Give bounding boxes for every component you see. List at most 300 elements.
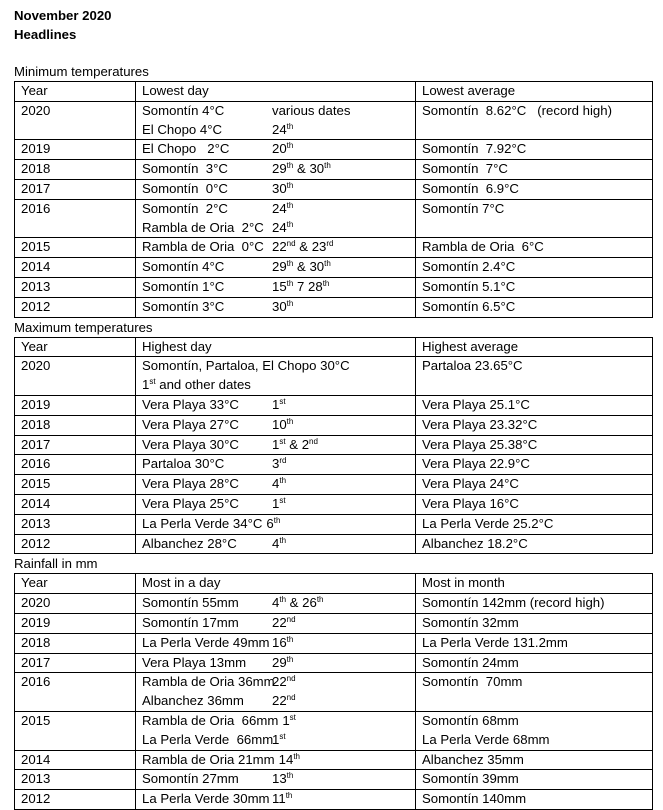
day-location: Vera Playa 28°C xyxy=(142,476,239,492)
year-cell xyxy=(15,673,136,712)
date-number: 20 xyxy=(272,141,287,157)
day-date xyxy=(272,673,296,692)
day-cell xyxy=(136,415,416,435)
day-location: Rambla de Oria 2°C xyxy=(142,219,264,235)
average-value: Albanchez 35mm xyxy=(422,751,524,767)
average-cell xyxy=(416,455,653,475)
average-value: La Perla Verde 131.2mm xyxy=(422,634,568,650)
column-header: Year xyxy=(15,82,136,102)
day-cell xyxy=(136,633,416,653)
table-row xyxy=(15,750,653,770)
date-extra: & 30 xyxy=(293,161,325,177)
day-date xyxy=(272,278,329,297)
date-number: 24 xyxy=(272,121,287,137)
column-header: Most in month xyxy=(416,574,653,594)
year-cell xyxy=(15,514,136,534)
day-date xyxy=(279,751,300,770)
day-location: Somontín, Partaloa, El Chopo 30°C xyxy=(142,358,350,374)
day-location: Rambla de Oria 21mm xyxy=(142,751,275,767)
day-location: El Chopo 2°C xyxy=(142,141,230,157)
date-suffix: th xyxy=(286,771,294,781)
table-row xyxy=(15,140,653,160)
average-value: La Perla Verde 68mm xyxy=(422,731,550,747)
average-value: Somontín 32mm xyxy=(422,614,519,630)
average-cell xyxy=(416,653,653,673)
date-number: 16 xyxy=(272,634,287,650)
date-suffix: st xyxy=(279,436,286,446)
year-cell xyxy=(15,435,136,455)
date-extra-suffix: nd xyxy=(309,436,318,446)
day-cell xyxy=(136,101,416,140)
date-suffix: th xyxy=(273,515,281,525)
table-row xyxy=(15,395,653,415)
date-suffix: th xyxy=(286,161,294,171)
date-suffix: nd xyxy=(286,674,296,684)
date-number: 24 xyxy=(272,219,287,235)
year-value: 2013 xyxy=(21,771,51,787)
average-cell xyxy=(416,514,653,534)
day-location: Somontín 0°C xyxy=(142,180,228,196)
day-location: Rambla de Oria 36mm xyxy=(142,674,275,690)
column-header: Lowest day xyxy=(136,82,416,102)
day-line xyxy=(142,121,415,140)
day-line xyxy=(142,790,415,809)
average-cell xyxy=(416,494,653,514)
date-number: 13 xyxy=(272,771,287,787)
date-number: 29 xyxy=(272,259,287,275)
day-line xyxy=(142,654,415,673)
date-suffix: nd xyxy=(286,614,296,624)
average-value: Vera Playa 23.32°C xyxy=(422,416,538,432)
table-row xyxy=(15,455,653,475)
day-location: Albanchez 28°C xyxy=(142,535,237,551)
date-suffix: th xyxy=(279,595,287,605)
date-number: 10 xyxy=(272,416,287,432)
day-date xyxy=(272,258,331,277)
spacer xyxy=(14,44,654,62)
date-suffix: th xyxy=(286,180,294,190)
table-row xyxy=(15,633,653,653)
day-date xyxy=(272,298,293,317)
table-row xyxy=(15,770,653,790)
date-number: 1 xyxy=(272,396,280,412)
day-cell xyxy=(136,475,416,495)
date-number: 24 xyxy=(272,200,287,216)
date-suffix: th xyxy=(293,751,300,761)
day-line xyxy=(142,298,415,317)
average-cell xyxy=(416,594,653,614)
date-number: various dates xyxy=(272,102,351,118)
year-value: 2015 xyxy=(21,712,51,728)
day-line xyxy=(142,436,415,455)
day-date xyxy=(272,416,293,435)
day-cell xyxy=(136,160,416,180)
year-value: 2020 xyxy=(21,595,51,611)
year-cell xyxy=(15,277,136,297)
year-cell xyxy=(15,140,136,160)
year-value: 2014 xyxy=(21,751,51,767)
day-line xyxy=(142,535,415,554)
date-suffix: th xyxy=(279,535,287,545)
day-cell xyxy=(136,199,416,238)
day-cell xyxy=(136,455,416,475)
day-cell xyxy=(136,711,416,750)
average-value: Somontín 6.5°C xyxy=(422,298,516,314)
year-value: 2020 xyxy=(21,358,51,374)
day-location: Somontín 3°C xyxy=(142,161,228,177)
day-cell xyxy=(136,514,416,534)
day-date xyxy=(272,535,286,554)
day-location: La Perla Verde 66mm xyxy=(142,731,274,747)
document-page xyxy=(14,6,654,810)
average-value: Somontín 7°C xyxy=(422,161,508,177)
day-cell xyxy=(136,673,416,712)
day-location: Partaloa 30°C xyxy=(142,456,225,472)
day-cell xyxy=(136,395,416,415)
day-location: Vera Playa 27°C xyxy=(142,416,239,432)
day-date xyxy=(142,376,251,395)
average-cell xyxy=(416,258,653,278)
average-cell xyxy=(416,357,653,396)
date-extra: & 30 xyxy=(293,259,325,275)
date-number: 30 xyxy=(272,180,287,196)
year-cell xyxy=(15,160,136,180)
day-date xyxy=(272,160,331,179)
average-value: Vera Playa 24°C xyxy=(422,476,519,492)
year-value: 2012 xyxy=(21,791,51,807)
rainfall-table xyxy=(14,573,653,810)
date-suffix: th xyxy=(286,416,294,426)
year-value: 2015 xyxy=(21,476,51,492)
table-row xyxy=(15,653,653,673)
day-location: Vera Playa 13mm xyxy=(142,654,247,670)
table-row xyxy=(15,415,653,435)
date-number: 22 xyxy=(272,674,287,690)
date-suffix: rd xyxy=(279,456,287,466)
year-value: 2012 xyxy=(21,298,51,314)
average-value: Vera Playa 25.38°C xyxy=(422,436,538,452)
day-date xyxy=(272,200,293,219)
date-suffix: th xyxy=(286,298,294,308)
average-cell xyxy=(416,199,653,238)
day-line xyxy=(142,692,415,711)
day-cell xyxy=(136,277,416,297)
average-value: Somontín 70mm xyxy=(422,674,523,690)
day-date xyxy=(282,712,296,731)
table-row xyxy=(15,277,653,297)
date-number: 1 xyxy=(272,436,280,452)
year-value: 2018 xyxy=(21,161,51,177)
average-cell xyxy=(416,475,653,495)
table-row xyxy=(15,790,653,810)
average-value: Vera Playa 16°C xyxy=(422,495,519,511)
average-value: Somontín 7°C xyxy=(422,200,505,216)
year-cell xyxy=(15,455,136,475)
year-value: 2015 xyxy=(21,239,51,255)
day-line xyxy=(142,376,415,395)
date-number: 29 xyxy=(272,161,287,177)
day-line xyxy=(142,770,415,789)
average-cell xyxy=(416,297,653,317)
table-row xyxy=(15,514,653,534)
average-value: Somontín 68mm xyxy=(422,712,519,728)
date-suffix: th xyxy=(286,141,294,151)
document-subtitle: Headlines xyxy=(14,27,77,42)
day-line xyxy=(142,200,415,219)
column-header: Lowest average xyxy=(416,82,653,102)
day-cell xyxy=(136,258,416,278)
date-number: 30 xyxy=(272,298,287,314)
year-cell xyxy=(15,199,136,238)
average-cell xyxy=(416,770,653,790)
date-suffix: th xyxy=(286,634,294,644)
day-cell xyxy=(136,790,416,810)
minimum-temperatures-table xyxy=(14,81,653,318)
day-line xyxy=(142,614,415,633)
day-date xyxy=(272,654,293,673)
year-value: 2019 xyxy=(21,614,51,630)
table-row xyxy=(15,475,653,495)
year-value: 2020 xyxy=(21,102,51,118)
date-extra-suffix: th xyxy=(324,161,331,171)
day-date xyxy=(272,121,293,140)
day-cell xyxy=(136,357,416,396)
day-date xyxy=(272,436,318,455)
average-value: Vera Playa 25.1°C xyxy=(422,396,530,412)
year-value: 2017 xyxy=(21,180,51,196)
date-number: 29 xyxy=(272,654,287,670)
year-cell xyxy=(15,475,136,495)
date-suffix: nd xyxy=(286,239,296,249)
day-date xyxy=(272,102,350,121)
table-row xyxy=(15,594,653,614)
year-cell xyxy=(15,415,136,435)
day-cell xyxy=(136,140,416,160)
day-cell xyxy=(136,653,416,673)
date-number: 4 xyxy=(272,476,280,492)
maximum-caption: Maximum temperatures xyxy=(14,319,153,335)
date-extra-suffix: rd xyxy=(326,239,334,249)
day-cell xyxy=(136,494,416,514)
date-extra: & 2 xyxy=(285,436,310,452)
year-value: 2014 xyxy=(21,495,51,511)
day-location: Albanchez 36mm xyxy=(142,693,244,709)
day-line xyxy=(142,102,415,121)
day-date xyxy=(272,692,296,711)
table-row xyxy=(15,534,653,554)
year-cell xyxy=(15,790,136,810)
table-row xyxy=(15,673,653,712)
date-number: 3 xyxy=(272,456,280,472)
date-number: 6 xyxy=(266,515,274,531)
day-line xyxy=(142,455,415,474)
day-line xyxy=(142,219,415,238)
date-number: 1 xyxy=(272,731,280,747)
average-cell xyxy=(416,415,653,435)
year-value: 2012 xyxy=(21,535,51,551)
date-suffix: th xyxy=(286,654,294,664)
year-cell xyxy=(15,238,136,258)
average-value: Somontín 5.1°C xyxy=(422,278,516,294)
table-row xyxy=(15,711,653,750)
day-line xyxy=(142,180,415,199)
average-cell xyxy=(416,277,653,297)
day-line xyxy=(142,515,415,534)
day-location: Vera Playa 30°C xyxy=(142,436,239,452)
day-line xyxy=(142,712,415,731)
day-line xyxy=(142,238,415,257)
date-extra: 7 28 xyxy=(293,278,323,294)
average-cell xyxy=(416,750,653,770)
day-date xyxy=(272,238,334,257)
average-cell xyxy=(416,673,653,712)
day-line xyxy=(142,751,415,770)
day-location: El Chopo 4°C xyxy=(142,121,223,137)
column-header: Year xyxy=(15,337,136,357)
column-header: Highest day xyxy=(136,337,416,357)
day-cell xyxy=(136,594,416,614)
date-suffix: nd xyxy=(286,693,296,703)
column-header: Year xyxy=(15,574,136,594)
day-date xyxy=(272,731,286,750)
average-value: Somontín 7.92°C xyxy=(422,141,527,157)
average-cell xyxy=(416,160,653,180)
average-cell xyxy=(416,534,653,554)
day-line xyxy=(142,495,415,514)
year-cell xyxy=(15,494,136,514)
day-cell xyxy=(136,534,416,554)
day-location: Somontín 3°C xyxy=(142,298,225,314)
date-extra: & 23 xyxy=(295,239,327,255)
day-location: Somontín 4°C xyxy=(142,102,225,118)
average-cell xyxy=(416,633,653,653)
average-value: Somontín 6.9°C xyxy=(422,180,519,196)
average-cell xyxy=(416,101,653,140)
date-suffix: st xyxy=(279,731,286,741)
day-location: Rambla de Oria 66mm xyxy=(142,712,279,728)
date-number: 11 xyxy=(272,791,286,807)
day-cell xyxy=(136,770,416,790)
day-cell xyxy=(136,750,416,770)
average-cell xyxy=(416,395,653,415)
rainfall-caption: Rainfall in mm xyxy=(14,556,98,572)
year-cell xyxy=(15,711,136,750)
date-suffix: th xyxy=(286,200,294,210)
day-cell xyxy=(136,613,416,633)
day-date xyxy=(266,515,280,534)
day-location: La Perla Verde 34°C xyxy=(142,515,263,531)
table-row xyxy=(15,238,653,258)
year-cell xyxy=(15,750,136,770)
average-cell xyxy=(416,435,653,455)
day-cell xyxy=(136,297,416,317)
date-suffix: st xyxy=(149,377,156,387)
date-extra-suffix: th xyxy=(322,278,330,288)
average-value: Somontín 140mm xyxy=(422,791,527,807)
date-number: 22 xyxy=(272,693,287,709)
year-value: 2019 xyxy=(21,396,51,412)
day-line xyxy=(142,594,415,613)
date-extra-suffix: th xyxy=(316,595,324,605)
year-cell xyxy=(15,258,136,278)
day-line xyxy=(142,475,415,494)
day-location: Somontín 55mm xyxy=(142,595,239,611)
day-location: La Perla Verde 49mm xyxy=(142,634,270,650)
date-suffix: st xyxy=(289,712,296,722)
day-location: Somontín 17mm xyxy=(142,614,239,630)
year-value: 2016 xyxy=(21,200,51,216)
day-location: Somontín 4°C xyxy=(142,259,225,275)
average-value: Somontín 39mm xyxy=(422,771,519,787)
date-suffix: st xyxy=(279,396,286,406)
table-row xyxy=(15,199,653,238)
table-header-row xyxy=(15,574,653,594)
table-header-row xyxy=(15,337,653,357)
average-value: Somontín 8.62°C (record high) xyxy=(422,102,612,118)
minimum-caption: Minimum temperatures xyxy=(14,64,149,79)
day-cell xyxy=(136,435,416,455)
average-value: Vera Playa 22.9°C xyxy=(422,456,530,472)
day-line xyxy=(142,673,415,692)
date-number: 4 xyxy=(272,595,280,611)
day-date xyxy=(272,634,293,653)
date-extra: & 26 xyxy=(286,595,317,611)
year-cell xyxy=(15,653,136,673)
table-row xyxy=(15,435,653,455)
date-suffix: th xyxy=(285,791,293,801)
date-suffix: th xyxy=(286,121,294,131)
year-cell xyxy=(15,297,136,317)
day-date xyxy=(272,495,286,514)
year-cell xyxy=(15,594,136,614)
year-value: 2016 xyxy=(21,456,51,472)
table-row xyxy=(15,357,653,396)
day-line xyxy=(142,140,415,159)
average-value: Rambla de Oria 6°C xyxy=(422,239,544,255)
day-location: Rambla de Oria 0°C xyxy=(142,239,264,255)
date-number: 1 xyxy=(272,495,280,511)
table-row xyxy=(15,258,653,278)
year-value: 2017 xyxy=(21,654,51,670)
average-cell xyxy=(416,613,653,633)
year-value: 2017 xyxy=(21,436,51,452)
day-location: Vera Playa 25°C xyxy=(142,495,239,511)
day-line xyxy=(142,731,415,750)
day-cell xyxy=(136,238,416,258)
year-cell xyxy=(15,357,136,396)
day-line xyxy=(142,160,415,179)
day-line xyxy=(142,258,415,277)
date-number: 14 xyxy=(278,751,294,767)
year-cell xyxy=(15,613,136,633)
column-header: Highest average xyxy=(416,337,653,357)
day-date xyxy=(272,140,293,159)
table-row xyxy=(15,297,653,317)
year-cell xyxy=(15,179,136,199)
date-extra: and other dates xyxy=(155,377,251,393)
day-date xyxy=(272,455,286,474)
average-cell xyxy=(416,790,653,810)
year-value: 2013 xyxy=(21,515,51,531)
average-value: Partaloa 23.65°C xyxy=(422,358,523,374)
date-number: 15 xyxy=(272,278,287,294)
date-number: 22 xyxy=(272,614,287,630)
date-number: 22 xyxy=(272,239,287,255)
day-cell xyxy=(136,179,416,199)
day-line xyxy=(142,634,415,653)
day-location: La Perla Verde 30mm xyxy=(142,791,270,807)
date-suffix: th xyxy=(286,259,294,269)
